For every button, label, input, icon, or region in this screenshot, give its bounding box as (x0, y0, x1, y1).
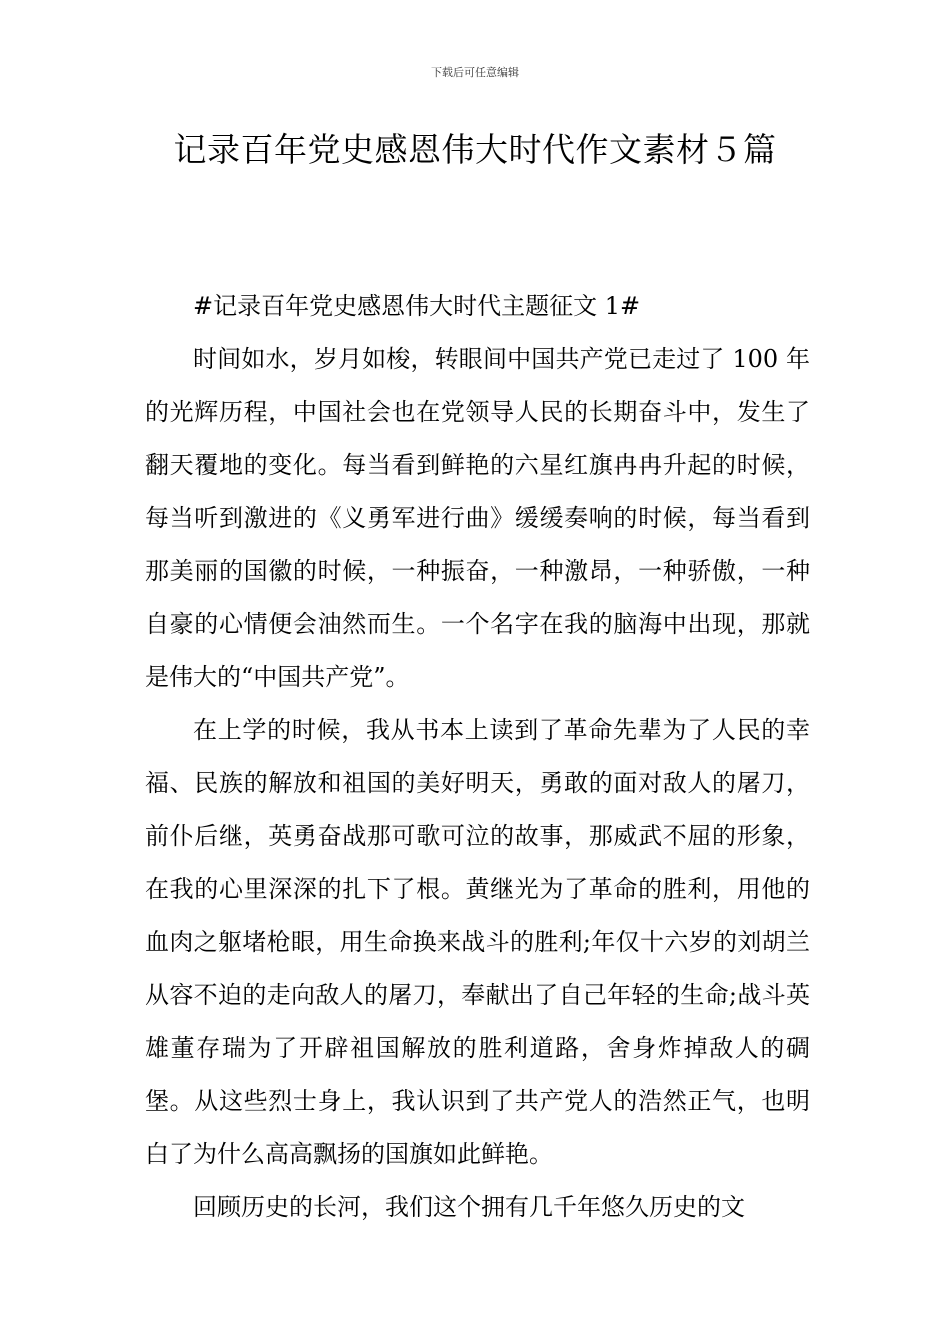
document-title: 记录百年党史感恩伟大时代作文素材５篇 (173, 130, 777, 169)
document-body (145, 280, 810, 1234)
paragraph: 回顾历史的长河，我们这个拥有几千年悠久历史的文 (193, 1193, 745, 1221)
section-heading: #记录百年党史感恩伟大时代主题征文 1# (193, 292, 641, 320)
paragraph: 在上学的时候，我从书本上读到了革命先辈为了人民的幸福、民族的解放和祖国的美好明天，勇敢的面对敌人的屠刀，前仆后继，英勇奋战那可歌可泣的故事，那威武不屈的形象，在我的心里深深的扎下了根。黄继光为了革命的胜利，用他的血肉之躯堵枪眼，用生命换来战斗的胜利;年仅十六岁的刘胡兰从容不迫的走向敌人的屠刀，奉献出了自己年轻的生命;战斗英雄董存瑞为了开辟祖国解放的胜利道路，舍身炸掉敌人的碉堡。从这些烈士身上，我认识到了共产党人的浩然正气，也明白了为什么高高飘扬的国旗如此鲜艳。 (145, 716, 810, 1168)
header-note: 下载后可任意编辑 (431, 66, 519, 79)
paragraph: 时间如水，岁月如梭，转眼间中国共产党已走过了 100 年的光辉历程，中国社会也在党领导人民的长期奋斗中，发生了翻天覆地的变化。每当看到鲜艳的六星红旗冉冉升起的时候，每当听到激进的《义勇军进行曲》缓缓奏响的时候，每当看到那美丽的国徽的时候，一种振奋，一种激昂，一种骄傲，一种自豪的心情便会油然而生。一个名字在我的脑海中出现，那就是伟大的“中国共产党”。 (145, 345, 810, 691)
